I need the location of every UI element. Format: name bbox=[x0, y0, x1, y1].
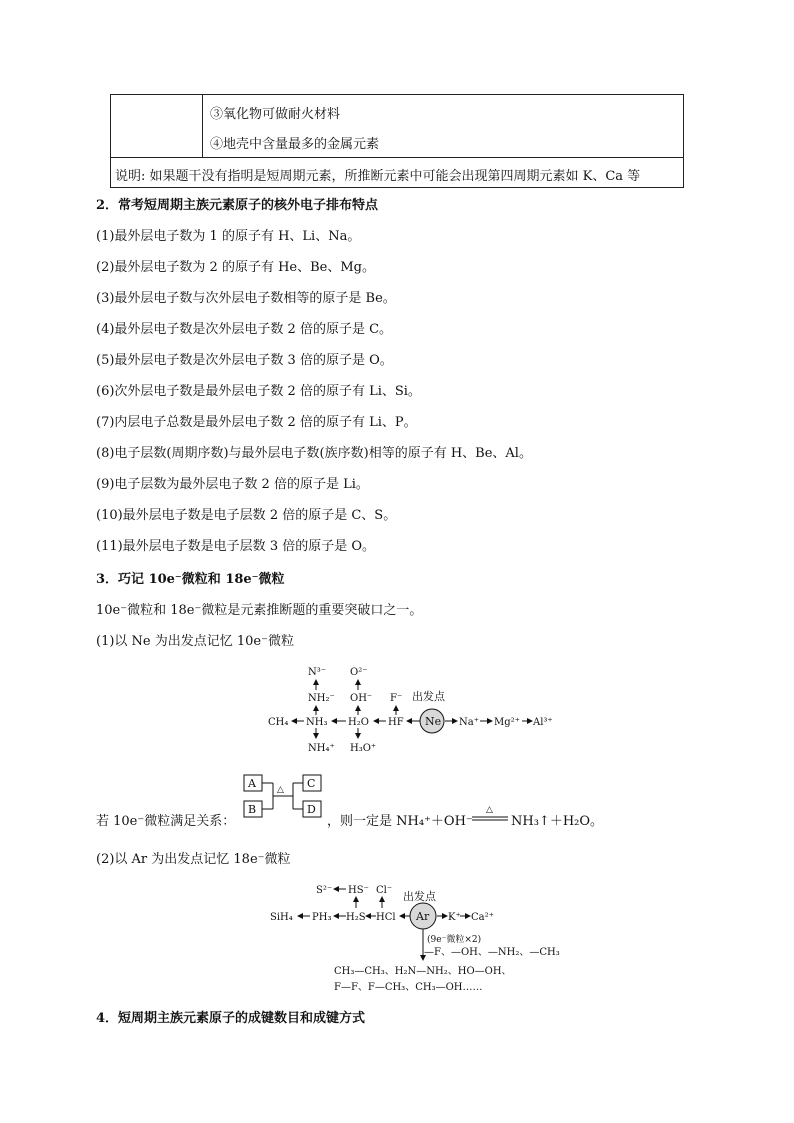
relation-box-a: A bbox=[248, 777, 256, 790]
relation-suffix: ，则一定是 NH₄⁺＋OH⁻ bbox=[327, 814, 473, 829]
ne-h2o-down: H₃O⁺ bbox=[350, 743, 377, 754]
ne-chain-h2o: H₂O bbox=[348, 717, 369, 728]
ar-line2: F—F、F—CH₃、CH₃—OH…… bbox=[334, 982, 483, 993]
list-item: (7)内层电子总数是最外层电子数 2 倍的原子有 Li、P。 bbox=[96, 415, 417, 430]
list-item: (9)电子层数为最外层电子数 2 倍的原子是 Li。 bbox=[96, 477, 369, 492]
list-item: (3)最外层电子数与次外层电子数相等的原子是 Be。 bbox=[96, 291, 396, 306]
ne-chain-hf: HF bbox=[388, 717, 404, 728]
table-note: 说明: 如果题干没有指明是短周期元素，所推断元素中可能会出现第四周期元素如 K、Ca 等 bbox=[115, 169, 641, 184]
list-item: (10)最外层电子数是电子层数 2 倍的原子是 C、S。 bbox=[96, 508, 397, 523]
ar-h2s-up-s2: S²⁻ bbox=[316, 885, 333, 896]
list-item: (4)最外层电子数是次外层电子数 2 倍的原子是 C。 bbox=[96, 322, 393, 337]
relation-box-c: C bbox=[307, 777, 316, 790]
element-table bbox=[110, 94, 684, 188]
ar-branch-groups: —F、—OH、—NH₂、—CH₃ bbox=[424, 947, 560, 958]
relation-diagram bbox=[243, 772, 325, 822]
section3-sub1: (1)以 Ne 为出发点记忆 10e⁻微粒 bbox=[96, 634, 294, 649]
list-item: (2)最外层电子数为 2 的原子有 He、Be、Mg。 bbox=[96, 260, 375, 275]
ne-hf-up: F⁻ bbox=[390, 693, 403, 704]
relation-box-b: B bbox=[248, 803, 257, 816]
ar-chain-ph3: PH₃ bbox=[312, 912, 332, 923]
ne-nh3-up1: N³⁻ bbox=[308, 667, 327, 678]
ar-chain-k: K⁺ bbox=[448, 912, 461, 923]
ne-chain-mg: Mg²⁺ bbox=[494, 717, 520, 728]
section4-heading: 4．短周期主族元素原子的成键数目和成键方式 bbox=[96, 1011, 366, 1026]
ne-chain-nh3: NH₃ bbox=[306, 717, 328, 728]
section3-sub2: (2)以 Ar 为出发点记忆 18e⁻微粒 bbox=[96, 852, 291, 867]
ar-chain-hcl: HCl bbox=[376, 912, 396, 923]
ne-center-label: Ne bbox=[425, 715, 442, 728]
section3-heading: 3．巧记 10e⁻微粒和 18e⁻微粒 bbox=[96, 572, 285, 587]
reaction-condition: △ bbox=[486, 805, 493, 815]
table-row-divider bbox=[111, 157, 683, 158]
relation-condition: △ bbox=[277, 785, 284, 795]
ar-chain-sih4: SiH₄ bbox=[270, 912, 293, 923]
ar-line1: CH₃—CH₃、H₂N—NH₂、HO—OH、 bbox=[334, 966, 512, 977]
list-item: (8)电子层数(周期序数)与最外层电子数(族序数)相等的原子有 H、Be、Al。 bbox=[96, 446, 532, 461]
list-item: (5)最外层电子数是次外层电子数 3 倍的原子是 O。 bbox=[96, 353, 393, 368]
ar-diagram bbox=[270, 880, 560, 1000]
ne-h2o-up2: OH⁻ bbox=[350, 693, 373, 704]
ne-chain-al: Al³⁺ bbox=[533, 717, 553, 728]
table-cell-item4: ④地壳中含量最多的金属元素 bbox=[210, 137, 380, 152]
ne-diagram bbox=[262, 660, 562, 760]
relation-product: NH₃↑＋H₂O。 bbox=[511, 814, 604, 829]
ar-h2s-up-hs: HS⁻ bbox=[348, 885, 369, 896]
ne-start-label: 出发点 bbox=[412, 690, 445, 703]
ar-hcl-up: Cl⁻ bbox=[376, 885, 393, 896]
list-item: (6)次外层电子数是最外层电子数 2 倍的原子有 Li、Si。 bbox=[96, 384, 421, 399]
list-item: (11)最外层电子数是电子层数 3 倍的原子是 O。 bbox=[96, 539, 376, 554]
section2-heading: 2．常考短周期主族元素原子的核外电子排布特点 bbox=[96, 198, 379, 213]
section3-intro: 10e⁻微粒和 18e⁻微粒是元素推断题的重要突破口之一。 bbox=[96, 603, 423, 618]
ne-chain-na: Na⁺ bbox=[459, 717, 479, 728]
table-column-divider bbox=[202, 95, 203, 157]
ne-nh3-up2: NH₂⁻ bbox=[308, 693, 335, 704]
table-cell-item3: ③氧化物可做耐火材料 bbox=[210, 107, 341, 122]
list-item: (1)最外层电子数为 1 的原子有 H、Li、Na。 bbox=[96, 229, 361, 244]
relation-box-d: D bbox=[307, 803, 316, 816]
ne-nh3-down: NH₄⁺ bbox=[308, 743, 335, 754]
ar-chain-h2s: H₂S bbox=[346, 912, 366, 923]
ar-center-label: Ar bbox=[416, 910, 430, 923]
ne-h2o-up1: O²⁻ bbox=[350, 667, 368, 678]
ar-start-label: 出发点 bbox=[403, 890, 436, 903]
ar-branch-note: (9e⁻微粒×2) bbox=[427, 935, 482, 945]
reaction-arrow bbox=[470, 802, 510, 826]
relation-prefix: 若 10e⁻微粒满足关系： bbox=[96, 814, 236, 829]
ne-chain-ch4: CH₄ bbox=[268, 717, 289, 728]
ar-chain-ca: Ca²⁺ bbox=[471, 912, 494, 923]
